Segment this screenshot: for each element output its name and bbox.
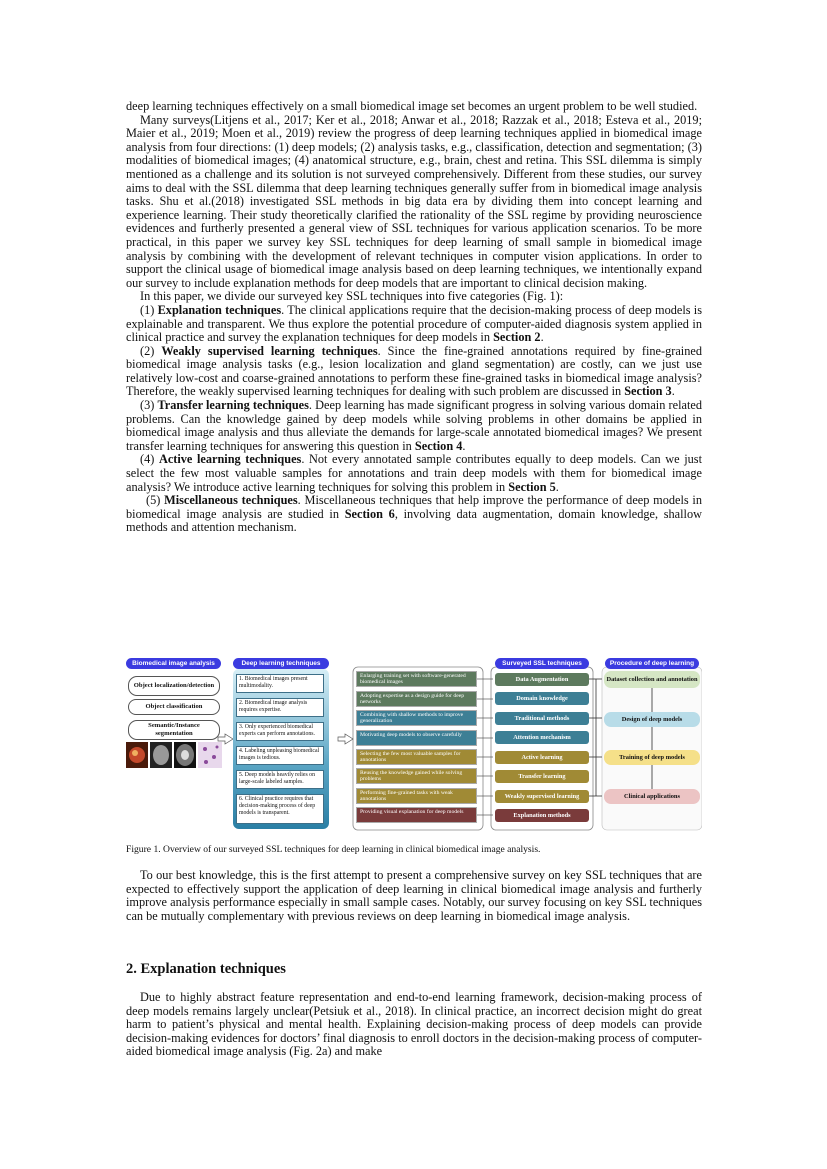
dl-issue-3: 3. Only experienced biomedical experts can perform annotations. [236,722,324,741]
task-segmentation: Semantic/Instance segmentation [128,720,220,740]
tech-active-learning: Active learning [495,751,589,764]
para-best-knowledge: To our best knowledge, this is the first attempt to present a comprehensive survey on key SSL techniques that are expected to effectively support the application of deep learning in clinical biomedical image analysis and furtherly improve analysis performance especially in small sample cases. Notably, our survey focusing on key SSL techniques can be mutually complementary with previous reviews on deep learning in biomedical image analysis. [126,868,702,923]
reason-3: Combining with shallow methods to improve generalization [356,710,477,726]
dl-issue-6: 6. Clinical practice requires that decision-making process of deep models is transparent. [236,794,324,824]
reason-5: Selecting the few most valuable samples for annotations [356,749,477,765]
para-surveys: Many surveys(Litjens et al., 2017; Ker et al., 2018; Anwar et al., 2018; Razzak et al., 2018; Esteva et al., 2019; Maier et al., 2019; Moen et al., 2019) review the progress of deep learning techniques applied in biomedical image analysis from four directions: (1) deep models; (2) analysis tasks, e.g., classification, detection and segmentation; (3) modalities of biomedical images; (4) anatomical structure, e.g., brain, chest and retina. This SSL dilemma is simply mentioned as a challenge and its solution is not surveyed comprehensively. Different from these studies, our survey aims to deal with the SSL dilemma that deep learning techniques generally suffer from in biomedical image analysis tasks. Shu et al.(2018) investigated SSL methods in big data era by dividing them into concept learning and experience learning. Their study theoretically clarified the rationality of the SSL regime by providing neuroscience evidences and furtherly presented a general view of SSL techniques for various application scenarios. To be more practical, in this paper we survey key SSL techniques for deep learning of small sample in biomedical image analysis by combining with the development of relevant techniques in computer vision applications. In order to support the clinical usage of biomedical image analysis based on deep learning techniques, we intentionally expand our survey to include explanation methods for deep models that are important to clinical decision making. [126,112,702,290]
dl-issue-5: 5. Deep models heavily relies on large-scale labeled samples. [236,770,324,789]
para-intro-end: deep learning techniques effectively on a small biomedical image set becomes an urgent problem to be well studied. [126,99,698,113]
header-surveyed-ssl-techniques: Surveyed SSL techniques [495,658,589,669]
reason-6: Reusing the knowledge gained while solving problems [356,768,477,784]
item-weakly: (2) Weakly supervised learning techniques. Since the fine-grained annotations required by fine-grained biomedical image analysis tasks (e.g., lesion localization and gland segmentation) are costly, can we just use relatively low-cost and coarse-grained annotations to perform these fine-grained tasks in biomedical image analysis? Therefore, the weakly supervised learning techniques for dealing with such problem are discussed in Section 3. [126,343,702,399]
reason-4: Motivating deep models to observe carefully [356,730,477,746]
tech-transfer-learning: Transfer learning [495,770,589,783]
proc-dataset-collection: Dataset collection and annotation [604,671,700,688]
best-knowledge-text [126,869,702,923]
proc-design-models: Design of deep models [604,712,700,727]
proc-clinical-applications: Clinical applications [604,789,700,804]
biomedical-image-thumbnails [126,742,222,768]
dl-issue-4: 4. Labeling unpleasing biomedical images is tedious. [236,746,324,765]
tech-data-augmentation: Data Augmentation [495,673,589,686]
para-divide: In this paper, we divide our surveyed key SSL techniques into five categories (Fig. 1): [140,289,564,304]
tech-traditional-methods: Traditional methods [495,712,589,725]
task-classification: Object classification [128,699,220,715]
explanation-text [126,991,702,1059]
dl-issue-1: 1. Biomedical images present multimodality. [236,674,324,693]
arrow-left-to-dl [338,734,353,744]
reason-2: Adopting expertise as a design guide for deep networks [356,691,477,707]
reason-7: Performing fine-grained tasks with weak annotations [356,788,477,804]
figure-ssl-overview [126,654,702,832]
item-misc: (5) Miscellaneous techniques. Miscellaneous techniques that help improve the performance of deep models in biomedical image analysis are studied in Section 6, involving data augmentation, domain knowledge, shallow methods and attention mechanism. [126,493,702,535]
item-transfer: (3) Transfer learning techniques. Deep learning has made significant progress in solving various domain related problems. Can the knowledge gained by deep models while solving problems in other domains be applied in biomedical image analysis and thus alleviate the demands for large-scale annotated biomedical images? We present transfer learning techniques for answering this question in Section 4. [126,398,702,453]
header-deep-learning-techniques: Deep learning techniques [233,658,329,669]
reason-8: Providing visual explanation for deep models [356,807,477,823]
tech-domain-knowledge: Domain knowledge [495,692,589,705]
header-procedure-deep-learning: Procedure of deep learning [605,658,699,669]
tech-explanation-methods: Explanation methods [495,809,589,822]
tech-attention-mechanism: Attention mechanism [495,731,589,744]
figure-caption: Figure 1. Overview of our surveyed SSL techniques for deep learning in clinical biomedical image analysis. [126,844,541,855]
item-active: (4) Active learning techniques. Not every annotated sample contributes equally to deep models. Can we just select the few most valuable samples for annotations and train deep models with them for biomedical image analysis? We introduce active learning techniques for solving this problem in Section 5. [126,452,702,494]
dl-issue-2: 2. Biomedical image analysis requires expertise. [236,698,324,717]
header-biomedical-image-analysis: Biomedical image analysis [126,658,221,669]
tech-weakly-supervised: Weakly supervised learning [495,790,589,803]
intro-text [126,100,702,535]
item-explanation: (1) Explanation techniques. The clinical applications require that the decision-making process of deep models is explainable and transparent. We thus explore the potential procedure of computer-aided diagnosis system applied in clinical practice and survey the explanation techniques for deep models in Section 2. [126,302,702,345]
proc-training-models: Training of deep models [604,750,700,765]
para-explanation: Due to highly abstract feature representation and end-to-end learning framework, decision-making process of deep models remains largely unclear(Petsiuk et al., 2018). In clinical practice, an incorrect decision might do great harm to patient’s physical and mental health. Explaining decision-making process of deep models can provide decision-making evidences for doctors’ final diagnosis to enroll doctors in the decision-making process of computer-aided biomedical image analysis (Fig. 2a) and make [126,990,702,1059]
section-heading: 2. Explanation techniques [126,961,286,977]
task-localization: Object localization/detection [128,676,220,696]
reason-1: Enlarging training set with software-generated biomedical images [356,671,477,687]
